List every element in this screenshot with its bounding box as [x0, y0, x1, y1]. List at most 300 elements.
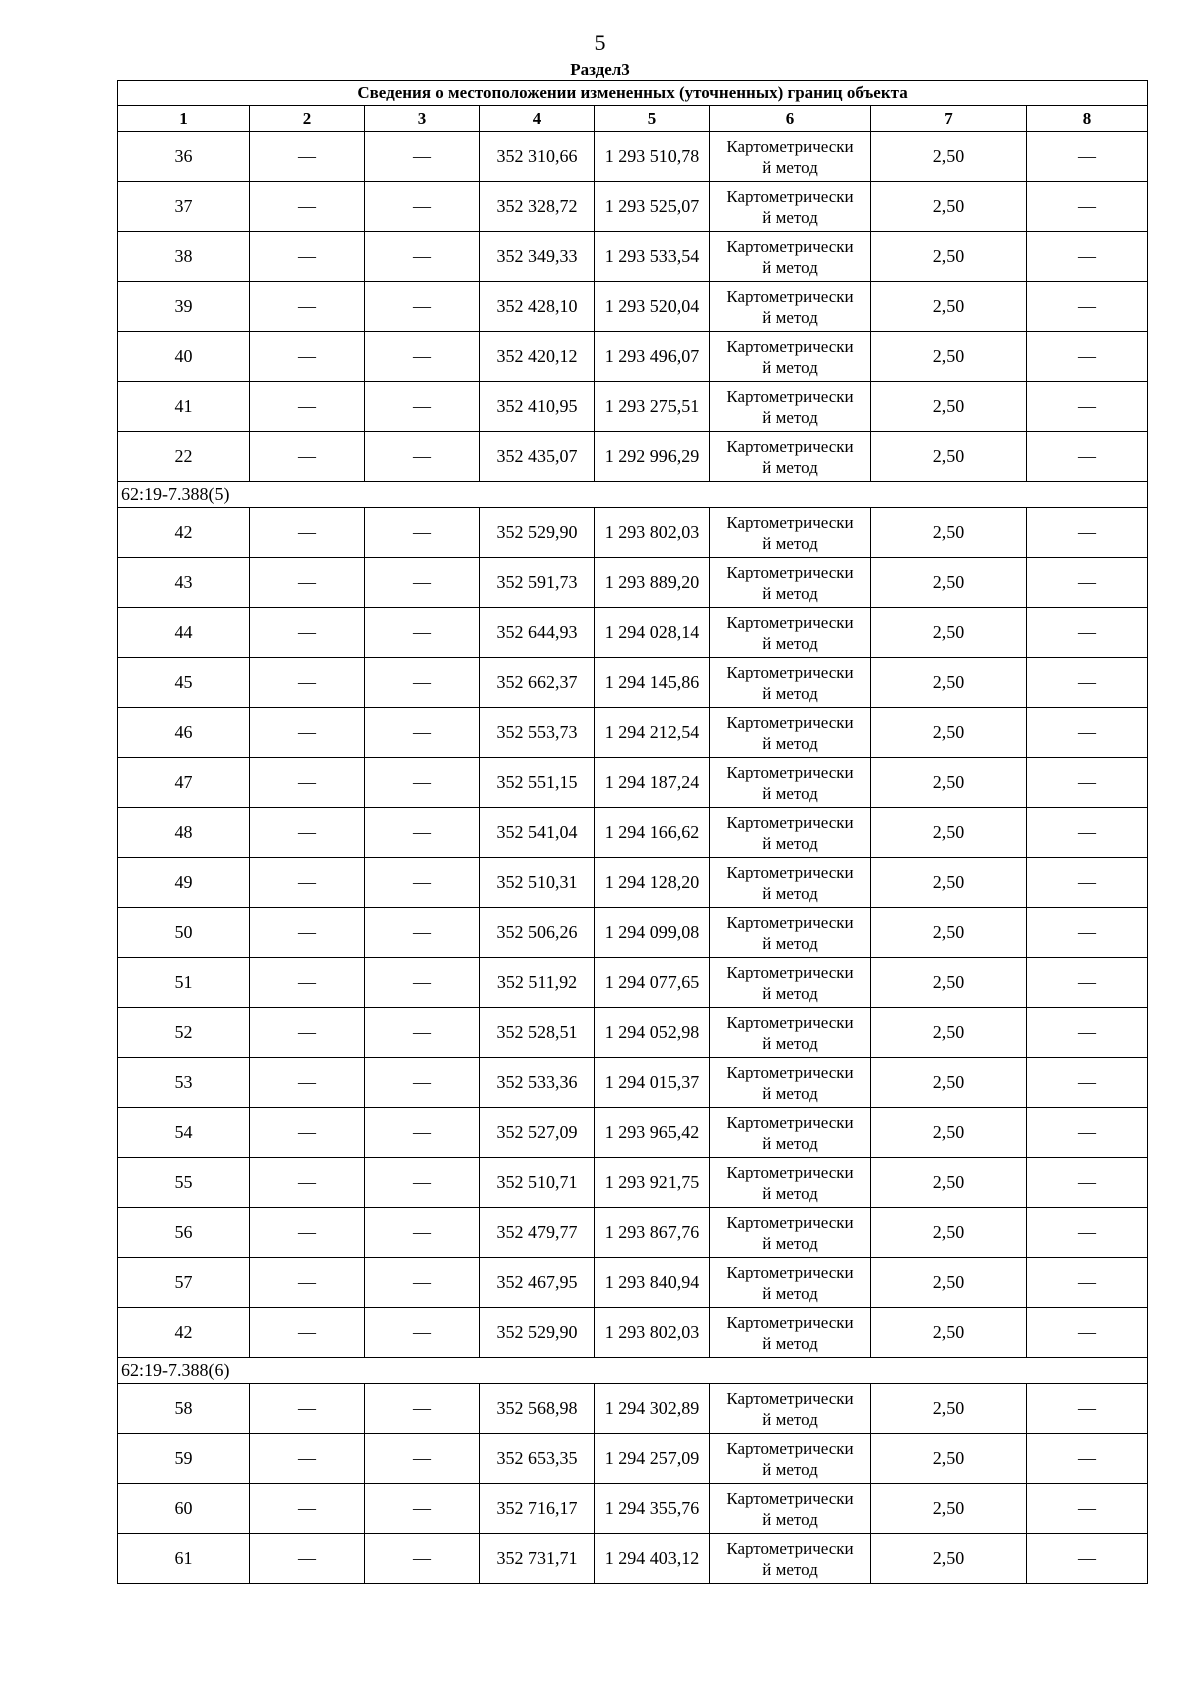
method-line-1: Картометрически [726, 512, 854, 532]
x-coordinate: 352 328,72 [480, 182, 595, 232]
method-line-1: Картометрически [726, 1312, 854, 1332]
point-number: 56 [118, 1208, 250, 1258]
point-number: 60 [118, 1484, 250, 1534]
table-row [118, 282, 1148, 332]
method-line-1: Картометрически [726, 386, 854, 406]
method-cell [710, 1434, 871, 1484]
dash-cell: — [1027, 1534, 1148, 1584]
y-coordinate: 1 294 257,09 [595, 1434, 710, 1484]
group-label-row [118, 482, 1148, 508]
y-coordinate: 1 293 840,94 [595, 1258, 710, 1308]
dash-cell: — [365, 1158, 480, 1208]
dash-cell: — [1027, 808, 1148, 858]
table-caption: Сведения о местоположении измененных (уточненных) границ объекта [118, 81, 1148, 106]
method-cell [710, 908, 871, 958]
dash-cell: — [250, 432, 365, 482]
dash-cell: — [365, 1534, 480, 1584]
dash-cell: — [250, 332, 365, 382]
accuracy-value: 2,50 [871, 908, 1027, 958]
point-number: 40 [118, 332, 250, 382]
accuracy-value: 2,50 [871, 132, 1027, 182]
accuracy-value: 2,50 [871, 1058, 1027, 1108]
table-row [118, 1434, 1148, 1484]
dash-cell: — [365, 1484, 480, 1534]
method-line-2: й метод [762, 633, 818, 653]
method-line-1: Картометрически [726, 1438, 854, 1458]
y-coordinate: 1 293 802,03 [595, 508, 710, 558]
method-line-1: Картометрически [726, 1388, 854, 1408]
dash-cell: — [250, 658, 365, 708]
y-coordinate: 1 294 302,89 [595, 1384, 710, 1434]
method-line-1: Картометрически [726, 862, 854, 882]
y-coordinate: 1 294 128,20 [595, 858, 710, 908]
column-number: 1 [118, 106, 250, 132]
table-row [118, 1258, 1148, 1308]
accuracy-value: 2,50 [871, 658, 1027, 708]
method-cell [710, 1208, 871, 1258]
point-number: 38 [118, 232, 250, 282]
dash-cell: — [365, 658, 480, 708]
dash-cell: — [250, 1208, 365, 1258]
dash-cell: — [250, 758, 365, 808]
method-line-1: Картометрически [726, 962, 854, 982]
accuracy-value: 2,50 [871, 332, 1027, 382]
method-cell [710, 1484, 871, 1534]
method-line-1: Картометрически [726, 236, 854, 256]
method-cell [710, 1308, 871, 1358]
y-coordinate: 1 294 403,12 [595, 1534, 710, 1584]
y-coordinate: 1 294 355,76 [595, 1484, 710, 1534]
method-line-2: й метод [762, 357, 818, 377]
dash-cell: — [250, 132, 365, 182]
x-coordinate: 352 467,95 [480, 1258, 595, 1308]
dash-cell: — [250, 1108, 365, 1158]
page-number: 5 [594, 30, 606, 55]
method-cell [710, 432, 871, 482]
dash-cell: — [365, 132, 480, 182]
dash-cell: — [250, 1008, 365, 1058]
method-cell [710, 958, 871, 1008]
table-row [118, 808, 1148, 858]
method-line-2: й метод [762, 733, 818, 753]
dash-cell: — [250, 1384, 365, 1434]
x-coordinate: 352 731,71 [480, 1534, 595, 1584]
point-number: 49 [118, 858, 250, 908]
y-coordinate: 1 293 802,03 [595, 1308, 710, 1358]
dash-cell: — [365, 508, 480, 558]
dash-cell: — [1027, 182, 1148, 232]
method-line-1: Картометрически [726, 562, 854, 582]
point-number: 53 [118, 1058, 250, 1108]
accuracy-value: 2,50 [871, 282, 1027, 332]
accuracy-value: 2,50 [871, 758, 1027, 808]
point-number: 36 [118, 132, 250, 182]
accuracy-value: 2,50 [871, 382, 1027, 432]
table-row [118, 1058, 1148, 1108]
y-coordinate: 1 293 510,78 [595, 132, 710, 182]
method-line-2: й метод [762, 683, 818, 703]
table-row [118, 1308, 1148, 1358]
table-row [118, 132, 1148, 182]
x-coordinate: 352 428,10 [480, 282, 595, 332]
dash-cell: — [250, 1308, 365, 1358]
dash-cell: — [250, 1434, 365, 1484]
dash-cell: — [1027, 1108, 1148, 1158]
dash-cell: — [365, 1384, 480, 1434]
method-cell [710, 1384, 871, 1434]
table-body [118, 132, 1148, 1584]
dash-cell: — [365, 1208, 480, 1258]
x-coordinate: 352 420,12 [480, 332, 595, 382]
y-coordinate: 1 293 867,76 [595, 1208, 710, 1258]
method-cell [710, 508, 871, 558]
dash-cell: — [1027, 508, 1148, 558]
coordinates-table [117, 80, 1148, 1584]
y-coordinate: 1 293 520,04 [595, 282, 710, 332]
table-row [118, 1208, 1148, 1258]
accuracy-value: 2,50 [871, 1158, 1027, 1208]
method-line-2: й метод [762, 1083, 818, 1103]
dash-cell: — [250, 282, 365, 332]
point-number: 42 [118, 508, 250, 558]
x-coordinate: 352 662,37 [480, 658, 595, 708]
accuracy-value: 2,50 [871, 1308, 1027, 1358]
x-coordinate: 352 533,36 [480, 1058, 595, 1108]
dash-cell: — [250, 1158, 365, 1208]
x-coordinate: 352 349,33 [480, 232, 595, 282]
point-number: 50 [118, 908, 250, 958]
dash-cell: — [365, 558, 480, 608]
table-row [118, 858, 1148, 908]
dash-cell: — [365, 1008, 480, 1058]
group-label-row [118, 1358, 1148, 1384]
dash-cell: — [365, 182, 480, 232]
dash-cell: — [250, 858, 365, 908]
x-coordinate: 352 716,17 [480, 1484, 595, 1534]
point-number: 57 [118, 1258, 250, 1308]
point-number: 43 [118, 558, 250, 608]
method-line-2: й метод [762, 583, 818, 603]
method-cell [710, 1058, 871, 1108]
method-line-2: й метод [762, 1409, 818, 1429]
method-line-1: Картометрически [726, 286, 854, 306]
table-row [118, 708, 1148, 758]
dash-cell: — [1027, 232, 1148, 282]
table-row [118, 1534, 1148, 1584]
method-line-2: й метод [762, 257, 818, 277]
point-number: 59 [118, 1434, 250, 1484]
method-line-1: Картометрически [726, 336, 854, 356]
dash-cell: — [1027, 558, 1148, 608]
table-row [118, 1008, 1148, 1058]
y-coordinate: 1 294 028,14 [595, 608, 710, 658]
dash-cell: — [250, 182, 365, 232]
point-number: 54 [118, 1108, 250, 1158]
method-line-1: Картометрически [726, 136, 854, 156]
column-number: 7 [871, 106, 1027, 132]
accuracy-value: 2,50 [871, 1208, 1027, 1258]
dash-cell: — [1027, 658, 1148, 708]
method-line-1: Картометрически [726, 1212, 854, 1232]
y-coordinate: 1 293 533,54 [595, 232, 710, 282]
method-line-1: Картометрически [726, 712, 854, 732]
table-row [118, 432, 1148, 482]
method-line-2: й метод [762, 1559, 818, 1579]
x-coordinate: 352 644,93 [480, 608, 595, 658]
dash-cell: — [1027, 1434, 1148, 1484]
x-coordinate: 352 506,26 [480, 908, 595, 958]
method-line-1: Картометрически [726, 1012, 854, 1032]
column-number: 4 [480, 106, 595, 132]
dash-cell: — [365, 908, 480, 958]
accuracy-value: 2,50 [871, 508, 1027, 558]
x-coordinate: 352 527,09 [480, 1108, 595, 1158]
y-coordinate: 1 294 052,98 [595, 1008, 710, 1058]
method-cell [710, 1534, 871, 1584]
method-line-1: Картометрически [726, 1062, 854, 1082]
y-coordinate: 1 294 145,86 [595, 658, 710, 708]
point-number: 41 [118, 382, 250, 432]
method-line-1: Картометрически [726, 1162, 854, 1182]
dash-cell: — [1027, 758, 1148, 808]
dash-cell: — [1027, 382, 1148, 432]
method-line-1: Картометрически [726, 1488, 854, 1508]
point-number: 51 [118, 958, 250, 1008]
accuracy-value: 2,50 [871, 1258, 1027, 1308]
method-cell [710, 232, 871, 282]
dash-cell: — [365, 232, 480, 282]
method-cell [710, 708, 871, 758]
x-coordinate: 352 529,90 [480, 508, 595, 558]
dash-cell: — [250, 908, 365, 958]
column-number: 5 [595, 106, 710, 132]
method-cell [710, 332, 871, 382]
method-cell [710, 132, 871, 182]
y-coordinate: 1 293 965,42 [595, 1108, 710, 1158]
method-cell [710, 1008, 871, 1058]
dash-cell: — [1027, 282, 1148, 332]
method-line-2: й метод [762, 833, 818, 853]
table-row [118, 908, 1148, 958]
point-number: 22 [118, 432, 250, 482]
dash-cell: — [1027, 958, 1148, 1008]
table-row [118, 558, 1148, 608]
method-line-1: Картометрически [726, 912, 854, 932]
method-cell [710, 1258, 871, 1308]
point-number: 45 [118, 658, 250, 708]
method-line-2: й метод [762, 1183, 818, 1203]
y-coordinate: 1 294 187,24 [595, 758, 710, 808]
y-coordinate: 1 293 889,20 [595, 558, 710, 608]
y-coordinate: 1 293 275,51 [595, 382, 710, 432]
x-coordinate: 352 653,35 [480, 1434, 595, 1484]
method-line-1: Картометрически [726, 436, 854, 456]
accuracy-value: 2,50 [871, 1108, 1027, 1158]
column-number-row [118, 106, 1148, 132]
section-title: Раздел3 [570, 60, 630, 79]
column-number: 2 [250, 106, 365, 132]
method-line-2: й метод [762, 533, 818, 553]
dash-cell: — [365, 758, 480, 808]
dash-cell: — [365, 382, 480, 432]
accuracy-value: 2,50 [871, 558, 1027, 608]
accuracy-value: 2,50 [871, 1484, 1027, 1534]
x-coordinate: 352 529,90 [480, 1308, 595, 1358]
method-line-2: й метод [762, 1283, 818, 1303]
table-row [118, 1108, 1148, 1158]
dash-cell: — [250, 608, 365, 658]
method-line-1: Картометрически [726, 1112, 854, 1132]
accuracy-value: 2,50 [871, 1534, 1027, 1584]
method-line-1: Картометрически [726, 812, 854, 832]
y-coordinate: 1 294 099,08 [595, 908, 710, 958]
method-line-2: й метод [762, 1459, 818, 1479]
dash-cell: — [365, 808, 480, 858]
dash-cell: — [1027, 1384, 1148, 1434]
point-number: 48 [118, 808, 250, 858]
accuracy-value: 2,50 [871, 808, 1027, 858]
dash-cell: — [250, 232, 365, 282]
dash-cell: — [1027, 1158, 1148, 1208]
accuracy-value: 2,50 [871, 608, 1027, 658]
method-line-2: й метод [762, 407, 818, 427]
point-number: 58 [118, 1384, 250, 1434]
point-number: 39 [118, 282, 250, 332]
dash-cell: — [1027, 432, 1148, 482]
dash-cell: — [1027, 858, 1148, 908]
table-caption-row [118, 81, 1148, 106]
dash-cell: — [1027, 1208, 1148, 1258]
x-coordinate: 352 551,15 [480, 758, 595, 808]
dash-cell: — [250, 1534, 365, 1584]
point-number: 42 [118, 1308, 250, 1358]
dash-cell: — [365, 282, 480, 332]
dash-cell: — [1027, 1258, 1148, 1308]
dash-cell: — [365, 858, 480, 908]
dash-cell: — [365, 332, 480, 382]
method-line-1: Картометрически [726, 662, 854, 682]
method-line-2: й метод [762, 1233, 818, 1253]
dash-cell: — [1027, 908, 1148, 958]
method-line-2: й метод [762, 783, 818, 803]
accuracy-value: 2,50 [871, 1434, 1027, 1484]
accuracy-value: 2,50 [871, 958, 1027, 1008]
table-row [118, 182, 1148, 232]
column-number: 6 [710, 106, 871, 132]
method-cell [710, 558, 871, 608]
table-row [118, 758, 1148, 808]
dash-cell: — [365, 708, 480, 758]
dash-cell: — [365, 958, 480, 1008]
x-coordinate: 352 511,92 [480, 958, 595, 1008]
dash-cell: — [1027, 708, 1148, 758]
method-line-2: й метод [762, 933, 818, 953]
dash-cell: — [250, 558, 365, 608]
method-line-2: й метод [762, 1033, 818, 1053]
table-row [118, 332, 1148, 382]
dash-cell: — [250, 1258, 365, 1308]
method-line-2: й метод [762, 883, 818, 903]
point-number: 47 [118, 758, 250, 808]
x-coordinate: 352 528,51 [480, 1008, 595, 1058]
x-coordinate: 352 510,71 [480, 1158, 595, 1208]
dash-cell: — [365, 432, 480, 482]
table-row [118, 508, 1148, 558]
x-coordinate: 352 410,95 [480, 382, 595, 432]
dash-cell: — [1027, 608, 1148, 658]
method-cell [710, 858, 871, 908]
method-cell [710, 658, 871, 708]
method-cell [710, 1108, 871, 1158]
method-line-1: Картометрически [726, 1538, 854, 1558]
x-coordinate: 352 435,07 [480, 432, 595, 482]
x-coordinate: 352 591,73 [480, 558, 595, 608]
dash-cell: — [1027, 132, 1148, 182]
dash-cell: — [250, 958, 365, 1008]
y-coordinate: 1 294 015,37 [595, 1058, 710, 1108]
dash-cell: — [250, 708, 365, 758]
table-row [118, 1384, 1148, 1434]
accuracy-value: 2,50 [871, 182, 1027, 232]
dash-cell: — [250, 808, 365, 858]
dash-cell: — [250, 1484, 365, 1534]
dash-cell: — [1027, 1058, 1148, 1108]
point-number: 61 [118, 1534, 250, 1584]
point-number: 52 [118, 1008, 250, 1058]
table-row [118, 1484, 1148, 1534]
group-label: 62:19-7.388(5) [118, 482, 1148, 508]
method-cell [710, 608, 871, 658]
x-coordinate: 352 510,31 [480, 858, 595, 908]
method-cell [710, 1158, 871, 1208]
method-line-2: й метод [762, 207, 818, 227]
dash-cell: — [365, 1308, 480, 1358]
accuracy-value: 2,50 [871, 1384, 1027, 1434]
method-line-1: Картометрически [726, 762, 854, 782]
accuracy-value: 2,50 [871, 1008, 1027, 1058]
y-coordinate: 1 293 921,75 [595, 1158, 710, 1208]
column-number: 8 [1027, 106, 1148, 132]
table-row [118, 232, 1148, 282]
method-line-1: Картометрически [726, 612, 854, 632]
method-line-1: Картометрически [726, 1262, 854, 1282]
dash-cell: — [365, 1258, 480, 1308]
accuracy-value: 2,50 [871, 232, 1027, 282]
group-label: 62:19-7.388(6) [118, 1358, 1148, 1384]
method-cell [710, 182, 871, 232]
y-coordinate: 1 294 212,54 [595, 708, 710, 758]
point-number: 46 [118, 708, 250, 758]
x-coordinate: 352 541,04 [480, 808, 595, 858]
method-line-2: й метод [762, 307, 818, 327]
accuracy-value: 2,50 [871, 858, 1027, 908]
dash-cell: — [250, 508, 365, 558]
table-row [118, 1158, 1148, 1208]
dash-cell: — [1027, 1308, 1148, 1358]
dash-cell: — [365, 1434, 480, 1484]
x-coordinate: 352 479,77 [480, 1208, 595, 1258]
dash-cell: — [1027, 1484, 1148, 1534]
method-line-2: й метод [762, 1133, 818, 1153]
dash-cell: — [1027, 332, 1148, 382]
accuracy-value: 2,50 [871, 708, 1027, 758]
dash-cell: — [1027, 1008, 1148, 1058]
table-row [118, 382, 1148, 432]
x-coordinate: 352 310,66 [480, 132, 595, 182]
accuracy-value: 2,50 [871, 432, 1027, 482]
method-line-1: Картометрически [726, 186, 854, 206]
y-coordinate: 1 294 077,65 [595, 958, 710, 1008]
